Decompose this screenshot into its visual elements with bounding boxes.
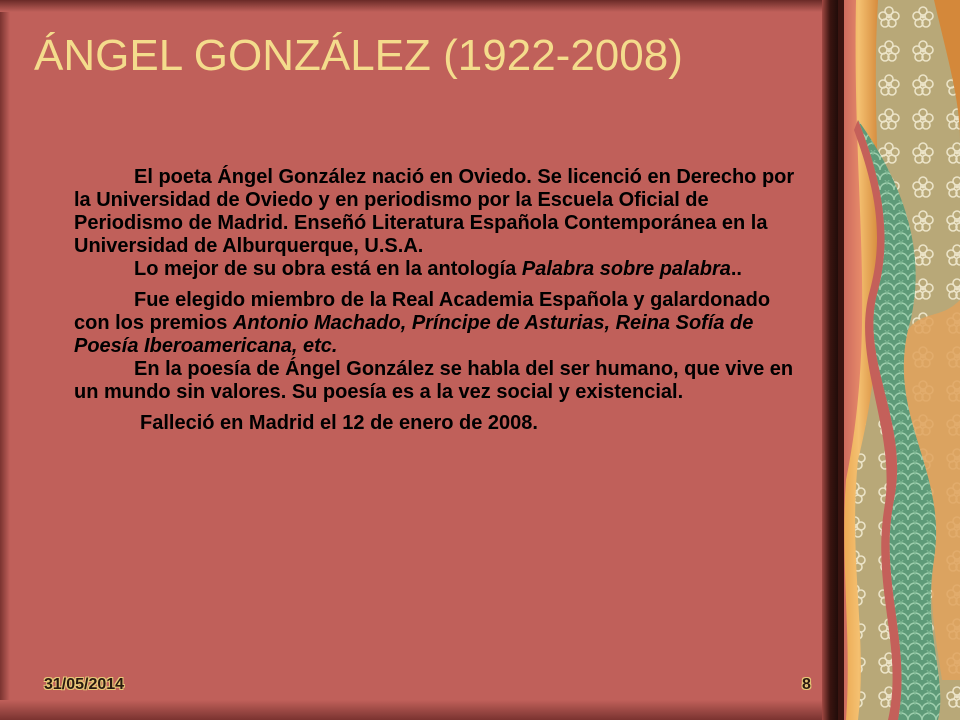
paragraph-anthology bbox=[74, 258, 804, 281]
footer-date: 31/05/2014 bbox=[44, 676, 125, 693]
paragraph-themes-text: En la poesía de Ángel González se habla del ser humano, que vive en un mundo sin valores. Su poesía es a la vez social y existencial. bbox=[74, 358, 794, 403]
page-number: 8 bbox=[802, 676, 811, 693]
left-edge-shadow bbox=[0, 0, 10, 720]
paragraph-anthology-text: Lo mejor de su obra está en la antología bbox=[134, 258, 522, 280]
paragraph-anthology-end: .. bbox=[730, 258, 742, 280]
paragraph-themes bbox=[74, 358, 804, 404]
anthology-title: Palabra sobre palabra bbox=[521, 258, 731, 280]
slide-body bbox=[74, 166, 804, 435]
slide-title: ÁNGEL GONZÁLEZ (1922-2008) bbox=[34, 31, 683, 80]
paragraph-death bbox=[74, 412, 804, 435]
paragraph-death-text: Falleció en Madrid el 12 de enero de 2008. bbox=[140, 412, 538, 434]
bottom-edge-shadow bbox=[0, 700, 836, 720]
decorative-side-panel bbox=[838, 0, 960, 720]
top-edge-shadow bbox=[0, 0, 836, 12]
paragraph-birth-text: El poeta Ángel González nació en Oviedo. Se licenció en Derecho por la Universidad de Oviedo y en periodismo por la Escuela Oficial de Periodismo de Madrid. Enseñó Literatura Española Contemporánea en la Universidad de Alburquerque, U.S.A. bbox=[74, 166, 795, 257]
paragraph-awards-text: Fue elegido miembro de la Real Academia Española y galardonado con los premios bbox=[74, 289, 771, 334]
paragraph-birth bbox=[74, 166, 804, 258]
awards-list: Antonio Machado, Príncipe de Asturias, Reina Sofía de Poesía Iberoamericana, etc. bbox=[74, 312, 754, 357]
paragraph-awards bbox=[74, 289, 804, 358]
